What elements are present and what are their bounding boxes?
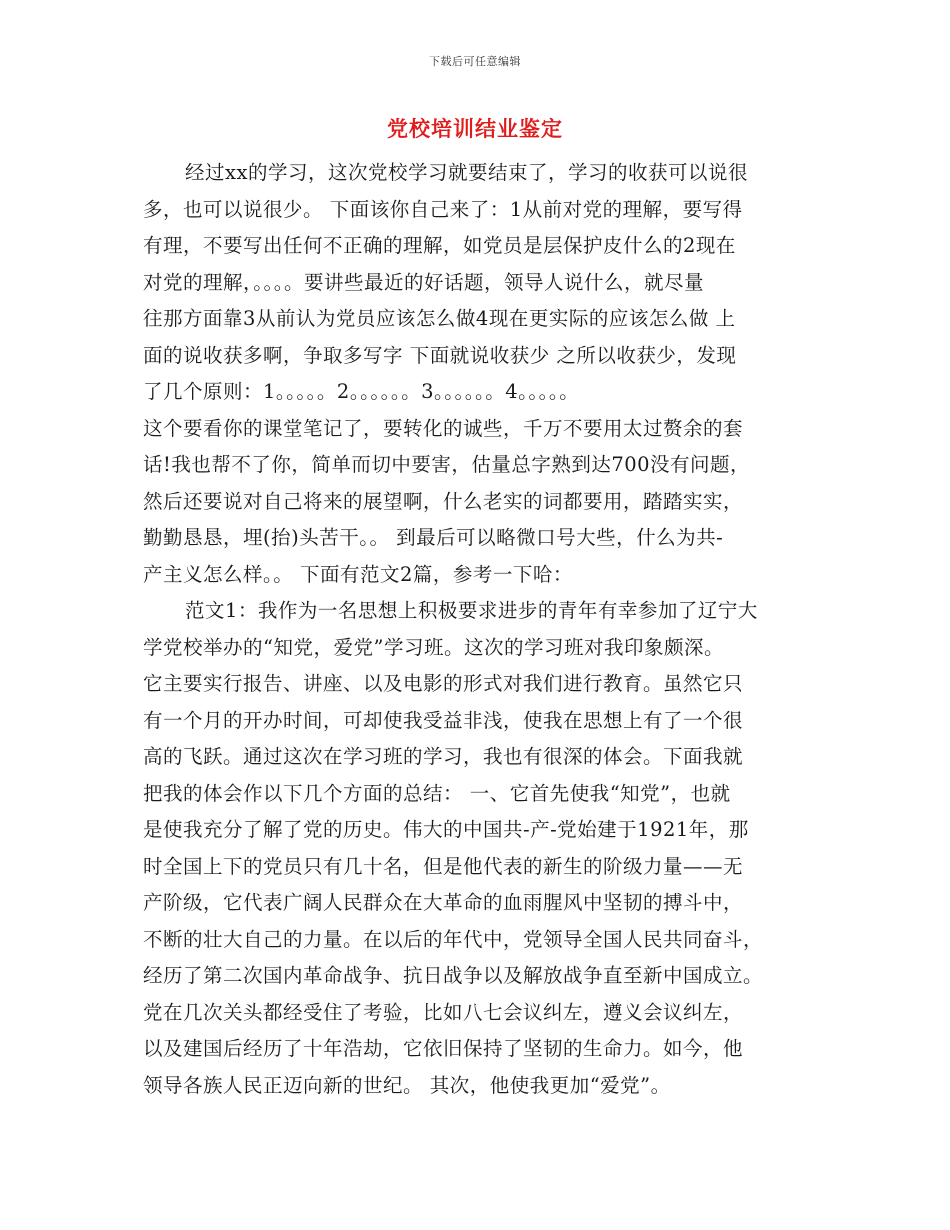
paragraph-line: 不断的壮大自己的力量。在以后的年代中，党领导全国人民共同奋斗，	[143, 927, 764, 951]
paragraph-line: 有一个月的开办时间，可却使我受益非浅，使我在思想上有了一个很	[143, 708, 744, 732]
paragraph-line: 勤勤恳恳，埋(抬)头苦干。。 到最后可以略微口号大些，什么为共-	[143, 526, 724, 549]
paragraph-line: 经过xx的学习，这次党校学习就要结束了，学习的收获可以说很	[185, 161, 748, 184]
paragraph-line: 产阶级，它代表广阔人民群众在大革命的血雨腥风中坚韧的搏斗中，	[143, 891, 744, 914]
paragraph-line: 范文1：我作为一名思想上积极要求进步的青年有幸参加了辽宁大	[185, 599, 758, 622]
paragraph-line: 是使我充分了解了党的历史。伟大的中国共-产-党始建于1921年，那	[143, 818, 749, 841]
paragraph-line: 学党校举办的“知党，爱党”学习班。这次的学习班对我印象颇深。	[143, 635, 724, 659]
paragraph-line: 它主要实行报告、讲座、以及电影的形式对我们进行教育。虽然它只	[143, 672, 744, 695]
paragraph-line: 多，也可以说很少。 下面该你自己来了：1从前对党的理解，要写得	[143, 197, 743, 221]
paragraph-line: 时全国上下的党员只有几十名，但是他代表的新生的阶级力量——无	[143, 854, 744, 878]
document-body	[143, 155, 811, 1104]
paragraph-line: 然后还要说对自己将来的展望啊，什么老实的词都要用，踏踏实实，	[143, 489, 744, 513]
paragraph-line: 高的飞跃。通过这次在学习班的学习，我也有很深的体会。下面我就	[143, 745, 744, 768]
paragraph-line: 对党的理解，。。。。要讲些最近的好话题，领导人说什么，就尽量	[143, 270, 705, 294]
page-header-note: 下载后可任意编辑	[429, 55, 521, 68]
paragraph-line: 有理，不要写出任何不正确的理解，如党员是层保护皮什么的2现在	[143, 234, 736, 257]
paragraph-line: 把我的体会作以下几个方面的总结： 一、它首先使我“知党”，也就	[143, 781, 731, 805]
paragraph-line: 话!我也帮不了你，简单而切中要害，估量总字熟到达700没有问题，	[143, 453, 751, 476]
paragraph-line: 党在几次关头都经受住了考验，比如八七会议纠左，遵义会议纠左，	[143, 1000, 744, 1024]
paragraph-line: 了几个原则：1。。。。。2。。。。。。3。。。。。。4。。。。。	[143, 380, 580, 403]
paragraph-line: 经历了第二次国内革命战争、抗日战争以及解放战争直至新中国成立。	[143, 964, 764, 987]
paragraph-line: 这个要看你的课堂笔记了，要转化的诚些，千万不要用太过赘余的套	[143, 416, 744, 440]
paragraph-line: 往那方面靠3从前认为党员应该怎么做4现在更实际的应该怎么做 上	[143, 307, 736, 330]
paragraph-line: 以及建国后经历了十年浩劫，它依旧保持了坚韧的生命力。如今，他	[143, 1037, 744, 1060]
document-title: 党校培训结业鉴定	[387, 116, 563, 141]
paragraph-line: 面的说收获多啊，争取多写字 下面就说收获少 之所以收获少，发现	[143, 343, 737, 367]
paragraph-line: 领导各族人民正迈向新的世纪。 其次，他使我更加“爱党”。	[143, 1073, 671, 1097]
paragraph-line: 产主义怎么样。。 下面有范文2篇，参考一下哈：	[143, 562, 573, 586]
